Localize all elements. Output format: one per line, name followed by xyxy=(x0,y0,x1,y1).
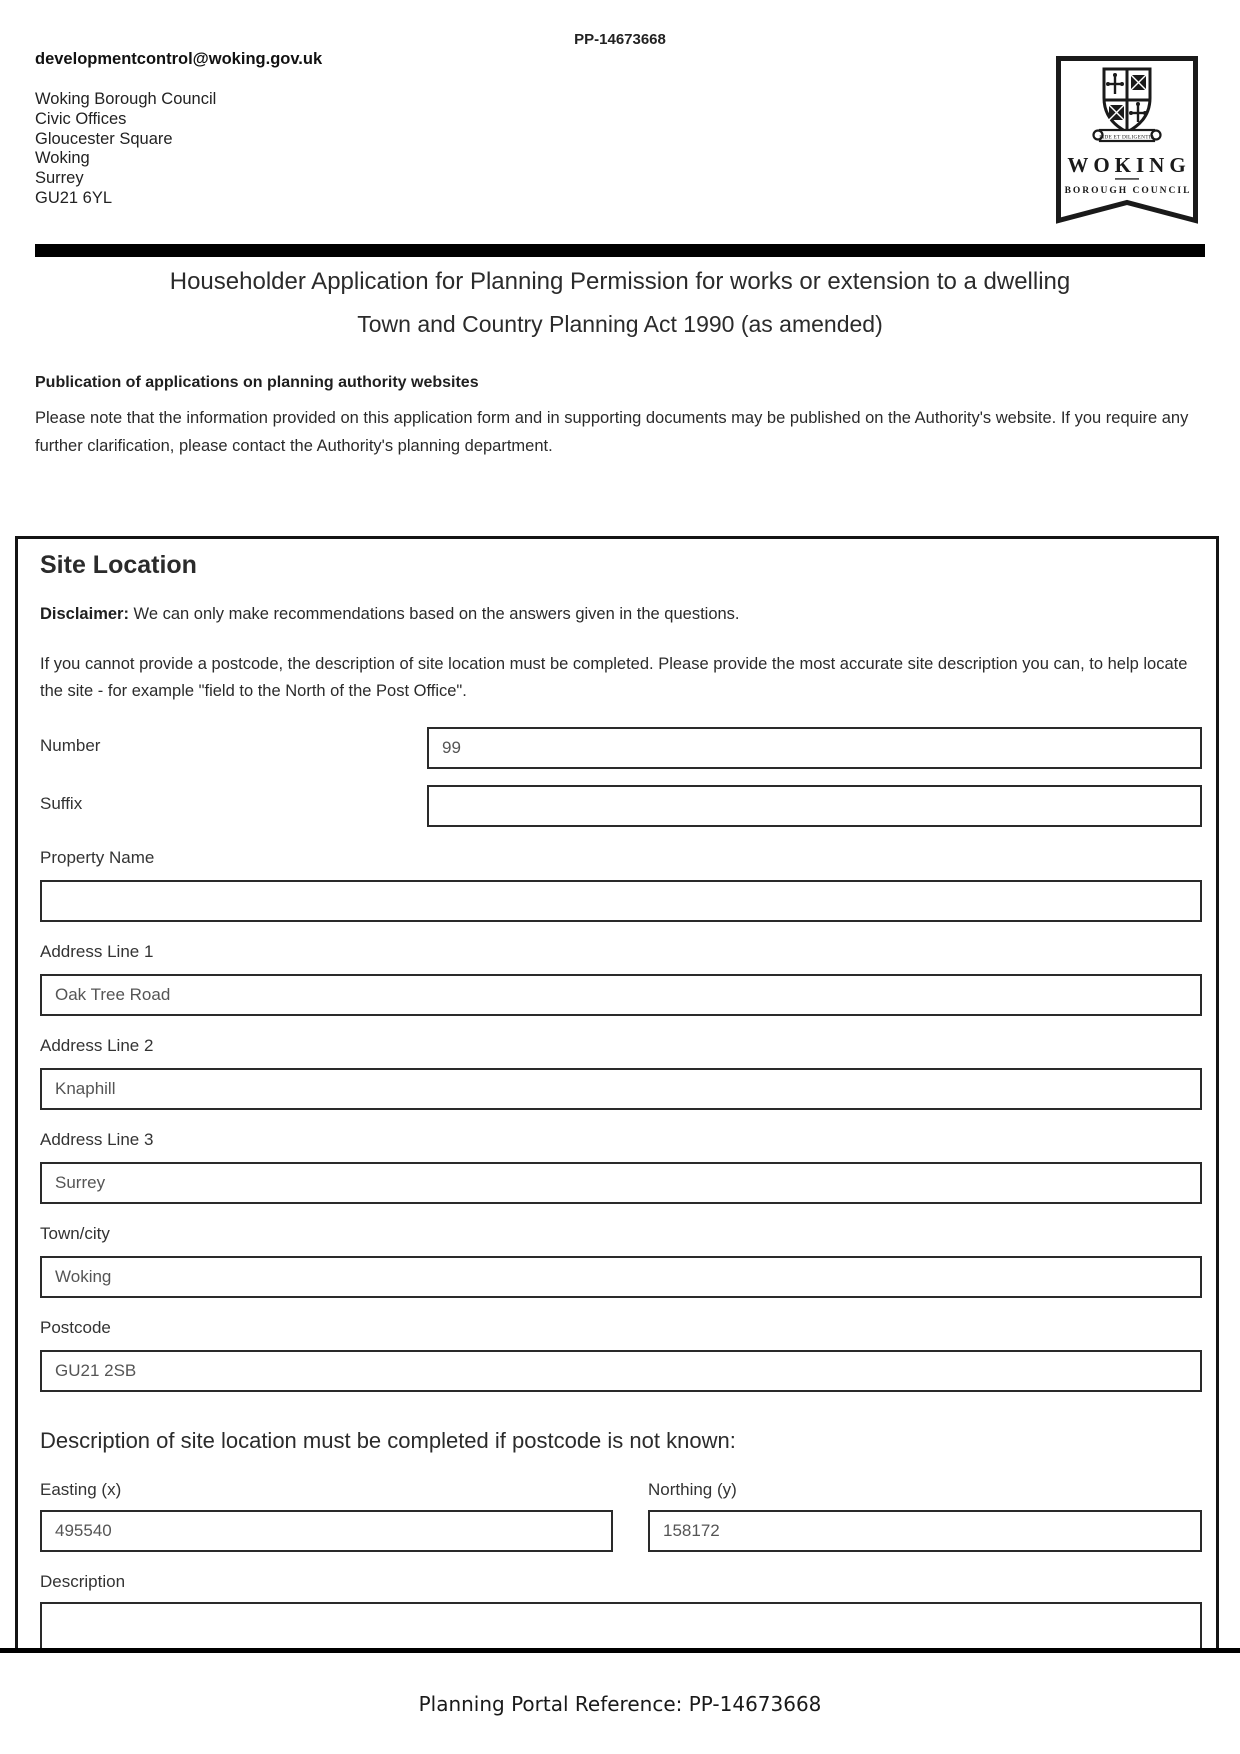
council-address xyxy=(35,90,216,209)
planning-portal-reference-footer: Planning Portal Reference: PP-14673668 xyxy=(418,1692,822,1716)
postcode-input[interactable] xyxy=(40,1350,1202,1392)
town-city-label: Town/city xyxy=(40,1224,110,1243)
logo-divider xyxy=(1115,178,1139,180)
form-title: Householder Application for Planning Permission for works or extension to a dwelling xyxy=(169,268,1071,295)
disclaimer-body: We can only make recommendations based on the answers given in the questions. xyxy=(128,605,740,623)
address-line-2-label: Address Line 2 xyxy=(40,1036,154,1055)
northing-input[interactable] xyxy=(648,1510,1202,1552)
logo-motto: FIDE ET DILIGENTIA xyxy=(1099,134,1155,141)
address-line-1-input[interactable] xyxy=(40,974,1202,1016)
section-heading: Site Location xyxy=(40,551,197,579)
address-line: GU21 6YL xyxy=(35,188,113,207)
address-line: Gloucester Square xyxy=(35,129,173,148)
postcode-label: Postcode xyxy=(40,1318,111,1337)
address-line: Woking xyxy=(35,149,90,168)
council-email: developmentcontrol@woking.gov.uk xyxy=(35,50,323,68)
form-subtitle: Town and Country Planning Act 1990 (as amended) xyxy=(357,311,883,337)
address-line-3-input[interactable] xyxy=(40,1162,1202,1204)
description-input[interactable] xyxy=(40,1602,1202,1651)
publication-heading: Publication of applications on planning authority websites xyxy=(35,374,479,391)
motto-scroll xyxy=(1094,130,1161,141)
page-break-bar xyxy=(0,1648,1240,1653)
northing-label: Northing (y) xyxy=(648,1480,737,1499)
logo-name: WOKING xyxy=(1067,153,1191,177)
suffix-label: Suffix xyxy=(40,794,83,813)
address-line: Surrey xyxy=(35,169,84,188)
address-line-2-input[interactable] xyxy=(40,1068,1202,1110)
address-line-1-label: Address Line 1 xyxy=(40,942,154,961)
address-line: Woking Borough Council xyxy=(35,90,217,108)
property-name-input[interactable] xyxy=(40,880,1202,922)
town-city-input[interactable] xyxy=(40,1256,1202,1298)
header-divider-bar xyxy=(35,244,1205,257)
woking-borough-council-logo xyxy=(1056,56,1198,224)
disclaimer-text xyxy=(40,605,740,624)
description-label: Description xyxy=(40,1572,126,1591)
number-label: Number xyxy=(40,736,101,755)
description-required-heading: Description of site location must be completed if postcode is not known: xyxy=(40,1428,736,1453)
postcode-note: If you cannot provide a postcode, the description of site location must be completed. Please provide the most accurate site description you can, to help locate the site - for example "field to the North of the Post Office". xyxy=(40,655,1188,700)
address-line-3-label: Address Line 3 xyxy=(40,1130,154,1149)
easting-label: Easting (x) xyxy=(40,1480,122,1499)
property-name-label: Property Name xyxy=(40,848,155,867)
publication-body: Please note that the information provided on this application form and in supporting documents may be published on the Authority's website. If you require any further clarification, please contact the Authority's planning department. xyxy=(35,409,1189,455)
planning-reference-top: PP-14673668 xyxy=(574,31,666,48)
disclaimer-label: Disclaimer: xyxy=(40,605,129,623)
easting-input[interactable] xyxy=(40,1510,613,1552)
suffix-input[interactable] xyxy=(427,785,1202,827)
address-line: Civic Offices xyxy=(35,109,127,128)
logo-subtitle: BOROUGH COUNCIL xyxy=(1064,186,1192,196)
site-location-section xyxy=(15,536,1219,1648)
number-input[interactable] xyxy=(427,727,1202,769)
